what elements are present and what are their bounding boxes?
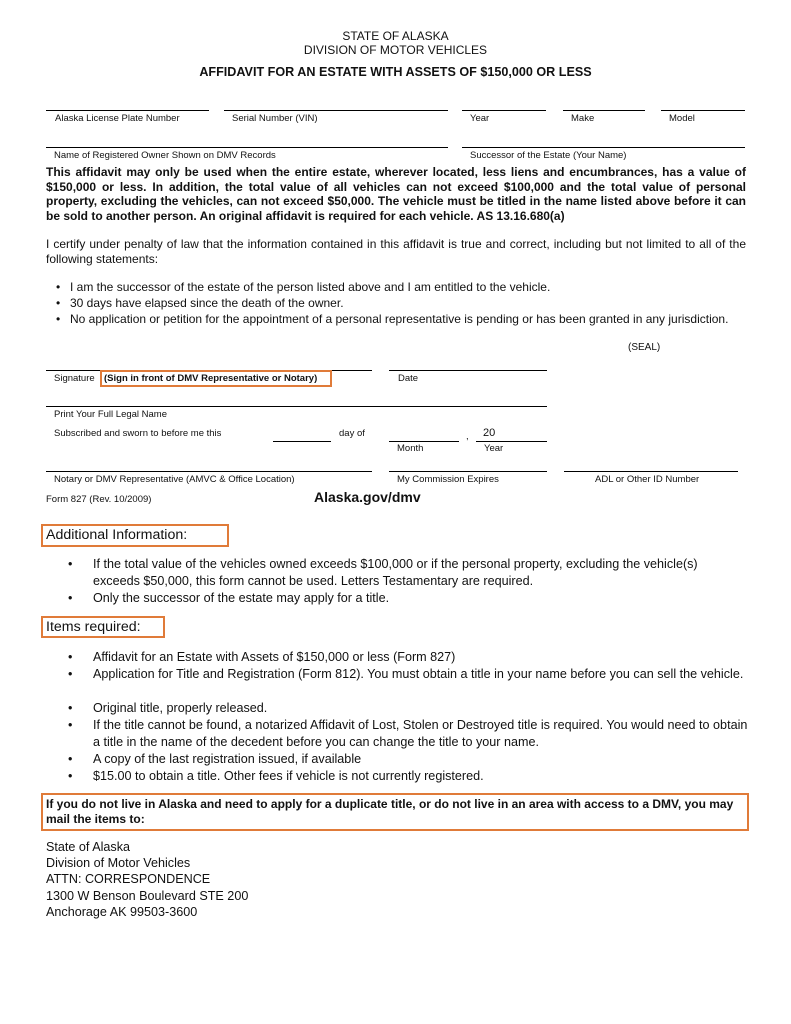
make-label: Make bbox=[571, 113, 595, 124]
date-label: Date bbox=[398, 373, 419, 384]
bullet-icon: • bbox=[68, 650, 73, 664]
form-number: Form 827 (Rev. 10/2009) bbox=[46, 494, 152, 505]
address-line: 1300 W Benson Boulevard STE 200 bbox=[46, 889, 249, 903]
month-field[interactable] bbox=[389, 441, 459, 442]
bullet-icon: • bbox=[68, 769, 73, 783]
address-line: Anchorage AK 99503-3600 bbox=[46, 905, 198, 919]
sworn-year-field[interactable] bbox=[476, 441, 547, 442]
list-item: • Application for Title and Registration (Form 812). You must obtain a title in your name before you can sell the vehicle. bbox=[68, 667, 744, 681]
bullet-icon: • bbox=[68, 718, 73, 732]
adl-field[interactable] bbox=[564, 471, 738, 472]
owner-label: Name of Registered Owner Shown on DMV Records bbox=[54, 150, 276, 161]
website-link[interactable]: Alaska.gov/dmv bbox=[314, 489, 421, 505]
successor-label: Successor of the Estate (Your Name) bbox=[470, 150, 627, 161]
list-item: • $15.00 to obtain a title. Other fees if vehicle is not currently registered. bbox=[68, 769, 484, 783]
commission-label: My Commission Expires bbox=[397, 474, 499, 485]
notary-label: Notary or DMV Representative (AMVC & Office Location) bbox=[54, 474, 295, 485]
vin-label: Serial Number (VIN) bbox=[232, 113, 318, 124]
header-state: STATE OF ALASKA bbox=[342, 29, 449, 43]
bullet-icon: • bbox=[56, 280, 61, 294]
bullet-icon: • bbox=[68, 557, 73, 571]
commission-field[interactable] bbox=[389, 471, 547, 472]
notary-field[interactable] bbox=[46, 471, 372, 472]
sign-note: (Sign in front of DMV Representative or Notary) bbox=[104, 373, 318, 384]
day-field[interactable] bbox=[273, 441, 331, 442]
address-line: ATTN: CORRESPONDENCE bbox=[46, 872, 211, 886]
list-item: • If the title cannot be found, a notarized Affidavit of Lost, Stolen or Destroyed title is required. You would need to obtain a title in the name of the decedent before you can change the title to your name. bbox=[68, 718, 748, 749]
list-item: • A copy of the last registration issued, if available bbox=[68, 752, 362, 766]
comma: , bbox=[466, 431, 469, 442]
address-line: State of Alaska bbox=[46, 840, 131, 854]
model-label: Model bbox=[669, 113, 695, 124]
certify-statement: I certify under penalty of law that the information contained in this affidavit is true and correct, including but not limited to all of the following statements: bbox=[46, 237, 746, 266]
list-item: • Only the successor of the estate may apply for a title. bbox=[68, 591, 390, 605]
additional-heading: Additional Information: bbox=[46, 527, 188, 543]
bullet-icon: • bbox=[68, 591, 73, 605]
bullet-icon: • bbox=[56, 312, 61, 326]
successor-field[interactable] bbox=[462, 147, 745, 148]
print-name-field[interactable] bbox=[46, 406, 547, 407]
signature-label: Signature bbox=[54, 373, 95, 384]
make-field[interactable] bbox=[563, 110, 645, 111]
bullet-icon: • bbox=[68, 701, 73, 715]
year-label: Year bbox=[484, 443, 504, 454]
required-heading: Items required: bbox=[46, 619, 141, 635]
day-of-label: day of bbox=[339, 428, 365, 439]
year-prefix: 20 bbox=[483, 427, 496, 439]
mail-notice: If you do not live in Alaska and need to apply for a duplicate title, or do not live in an area with access to a DMV, you may mail the items to: bbox=[46, 797, 734, 826]
month-label: Month bbox=[397, 443, 424, 454]
bullet-icon: • bbox=[56, 296, 61, 310]
vin-field[interactable] bbox=[224, 110, 448, 111]
header-division: DIVISION OF MOTOR VEHICLES bbox=[303, 43, 488, 57]
eligibility-notice: This affidavit may only be used when the entire estate, wherever located, less liens and encumbrances, has a value of $150,000 or less. In addition, the total value of all vehicles can not exceed $100,000 and the total value of personal property, excluding the vehicles, can not exceed $50,000. The vehicle must be titled in the name listed above before it can be sold to another person. An original affidavit is required for each vehicle. AS 13.16.680(a) bbox=[46, 165, 746, 223]
list-item: • Original title, properly released. bbox=[68, 701, 268, 715]
adl-label: ADL or Other ID Number bbox=[595, 474, 700, 485]
year-label: Year bbox=[470, 113, 490, 124]
date-field[interactable] bbox=[389, 370, 547, 371]
bullet-icon: • bbox=[68, 752, 73, 766]
address-line: Division of Motor Vehicles bbox=[46, 856, 191, 870]
sworn-label: Subscribed and sworn to before me this bbox=[54, 428, 222, 439]
plate-label: Alaska License Plate Number bbox=[55, 113, 180, 124]
plate-field[interactable] bbox=[46, 110, 209, 111]
list-item: • If the total value of the vehicles owned exceeds $100,000 or if the personal property, excluding the vehicle(s) exceeds $50,000, this form cannot be used. Letters Testamentary are required. bbox=[68, 557, 698, 588]
year-field[interactable] bbox=[462, 110, 546, 111]
bullet-icon: • bbox=[68, 667, 73, 681]
list-item: • Affidavit for an Estate with Assets of $150,000 or less (Form 827) bbox=[68, 650, 456, 664]
owner-field[interactable] bbox=[46, 147, 448, 148]
print-name-label: Print Your Full Legal Name bbox=[54, 409, 168, 420]
model-field[interactable] bbox=[661, 110, 745, 111]
seal-label: (SEAL) bbox=[628, 342, 661, 353]
page-title: AFFIDAVIT FOR AN ESTATE WITH ASSETS OF $150,000 OR LESS bbox=[199, 65, 592, 79]
